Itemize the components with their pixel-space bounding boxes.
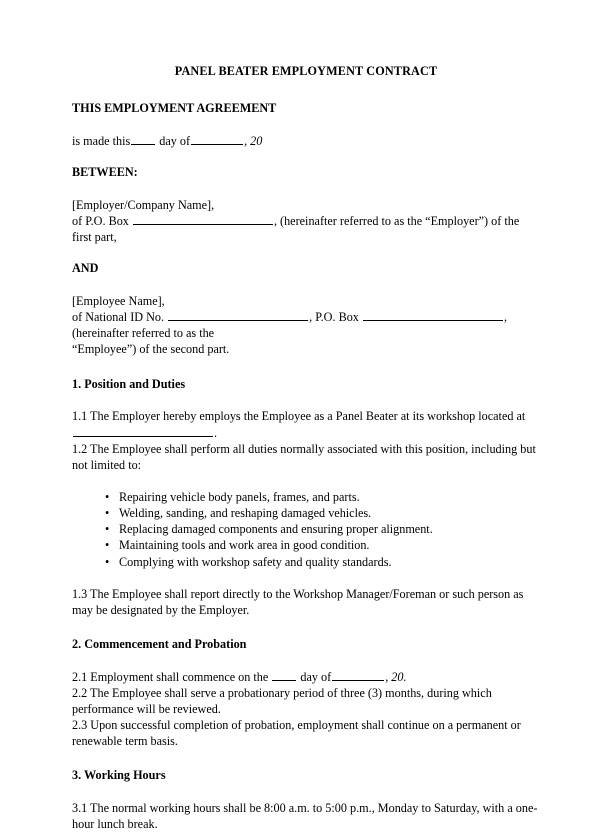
clause-2-1-mid: day of <box>300 669 332 684</box>
employer-address-line <box>72 213 540 245</box>
employer-name-line: [Employer/Company Name], <box>72 198 215 213</box>
spacer <box>72 149 540 165</box>
workshop-location-blank[interactable] <box>73 426 213 437</box>
list-item: • Maintaining tools and work area in good condition. <box>105 537 540 553</box>
duties-list <box>72 489 540 570</box>
list-item: • Repairing vehicle body panels, frames, and parts. <box>105 489 540 505</box>
day-blank[interactable] <box>131 134 155 145</box>
clause-2-2: 2.2 The Employee shall serve a probationary period of three (3) months, during which performance will be reviewed. <box>72 686 492 717</box>
page-title: PANEL BEATER EMPLOYMENT CONTRACT <box>174 64 438 78</box>
list-item: • Replacing damaged components and ensuring proper alignment. <box>105 521 540 537</box>
made-this-year: 20 <box>250 134 263 149</box>
made-this-mid: day of <box>159 134 191 149</box>
employee-id-suffix: , (hereinafter referred to as the <box>72 310 507 341</box>
clause-2-1-prefix: 2.1 Employment shall commence on the <box>72 669 269 684</box>
employee-id-prefix: of National ID No. <box>72 310 165 325</box>
spacer <box>72 245 540 261</box>
commence-day-blank[interactable] <box>272 670 296 681</box>
clause-2-1-year: 20. <box>391 669 407 684</box>
section-heading-working-hours: 3. Working Hours <box>72 768 166 783</box>
clause-1-3: 1.3 The Employee shall report directly to the Workshop Manager/Foreman or such person as may be designated by the Employer. <box>72 586 524 617</box>
clause-2-1 <box>72 669 540 685</box>
list-item: • Welding, sanding, and reshaping damaged vehicles. <box>105 505 540 521</box>
spacer <box>72 181 540 197</box>
made-this-prefix: is made this <box>72 134 131 149</box>
comma-sep: , <box>385 669 392 684</box>
employer-pobox-blank[interactable] <box>133 214 273 225</box>
agreement-heading: THIS EMPLOYMENT AGREEMENT <box>72 101 277 116</box>
spacer <box>72 784 540 800</box>
made-this-line <box>72 133 540 149</box>
clause-1-2: 1.2 The Employee shall perform all duties normally associated with this position, including but not limited to: <box>72 441 536 472</box>
spacer <box>72 618 540 637</box>
commence-month-blank[interactable] <box>332 670 384 681</box>
spacer <box>72 473 540 489</box>
between-heading: BETWEEN: <box>72 165 138 180</box>
employer-address-suffix: , (hereinafter referred to as the “Employer”) of the first part, <box>72 214 520 245</box>
list-item: • Complying with workshop safety and quality standards. <box>105 554 540 570</box>
spacer <box>72 570 540 586</box>
spacer <box>72 277 540 293</box>
clause-2-3: 2.3 Upon successful completion of probation, employment shall continue on a permanent or renewable term basis. <box>72 718 521 749</box>
clause-3-1: 3.1 The normal working hours shall be 8:00 a.m. to 5:00 p.m., Monday to Saturday, with a one-hour lunch break. <box>72 801 538 832</box>
spacer <box>72 749 540 768</box>
and-heading: AND <box>72 261 99 276</box>
spacer <box>72 358 540 377</box>
employee-id-blank[interactable] <box>168 310 308 321</box>
employee-id-line2: “Employee”) of the second part. <box>72 342 230 357</box>
section-heading-commencement-and-probation: 2. Commencement and Probation <box>72 637 247 652</box>
employee-id-line <box>72 309 540 341</box>
clause-1-1-suffix: . <box>214 425 218 440</box>
spacer <box>72 117 540 133</box>
section-heading-position-and-duties: 1. Position and Duties <box>72 376 186 391</box>
employee-name-line: [Employee Name], <box>72 294 165 309</box>
employer-address-prefix: of P.O. Box <box>72 214 129 229</box>
clause-1-1 <box>72 408 540 440</box>
employee-id-mid: , P.O. Box <box>309 310 359 325</box>
clause-1-1-text: 1.1 The Employer hereby employs the Employee as a Panel Beater at its workshop located at <box>72 409 526 424</box>
spacer <box>72 653 540 669</box>
spacer <box>72 392 540 408</box>
comma-sep: , <box>244 134 251 149</box>
month-blank[interactable] <box>191 134 243 145</box>
employee-pobox-blank[interactable] <box>363 310 503 321</box>
